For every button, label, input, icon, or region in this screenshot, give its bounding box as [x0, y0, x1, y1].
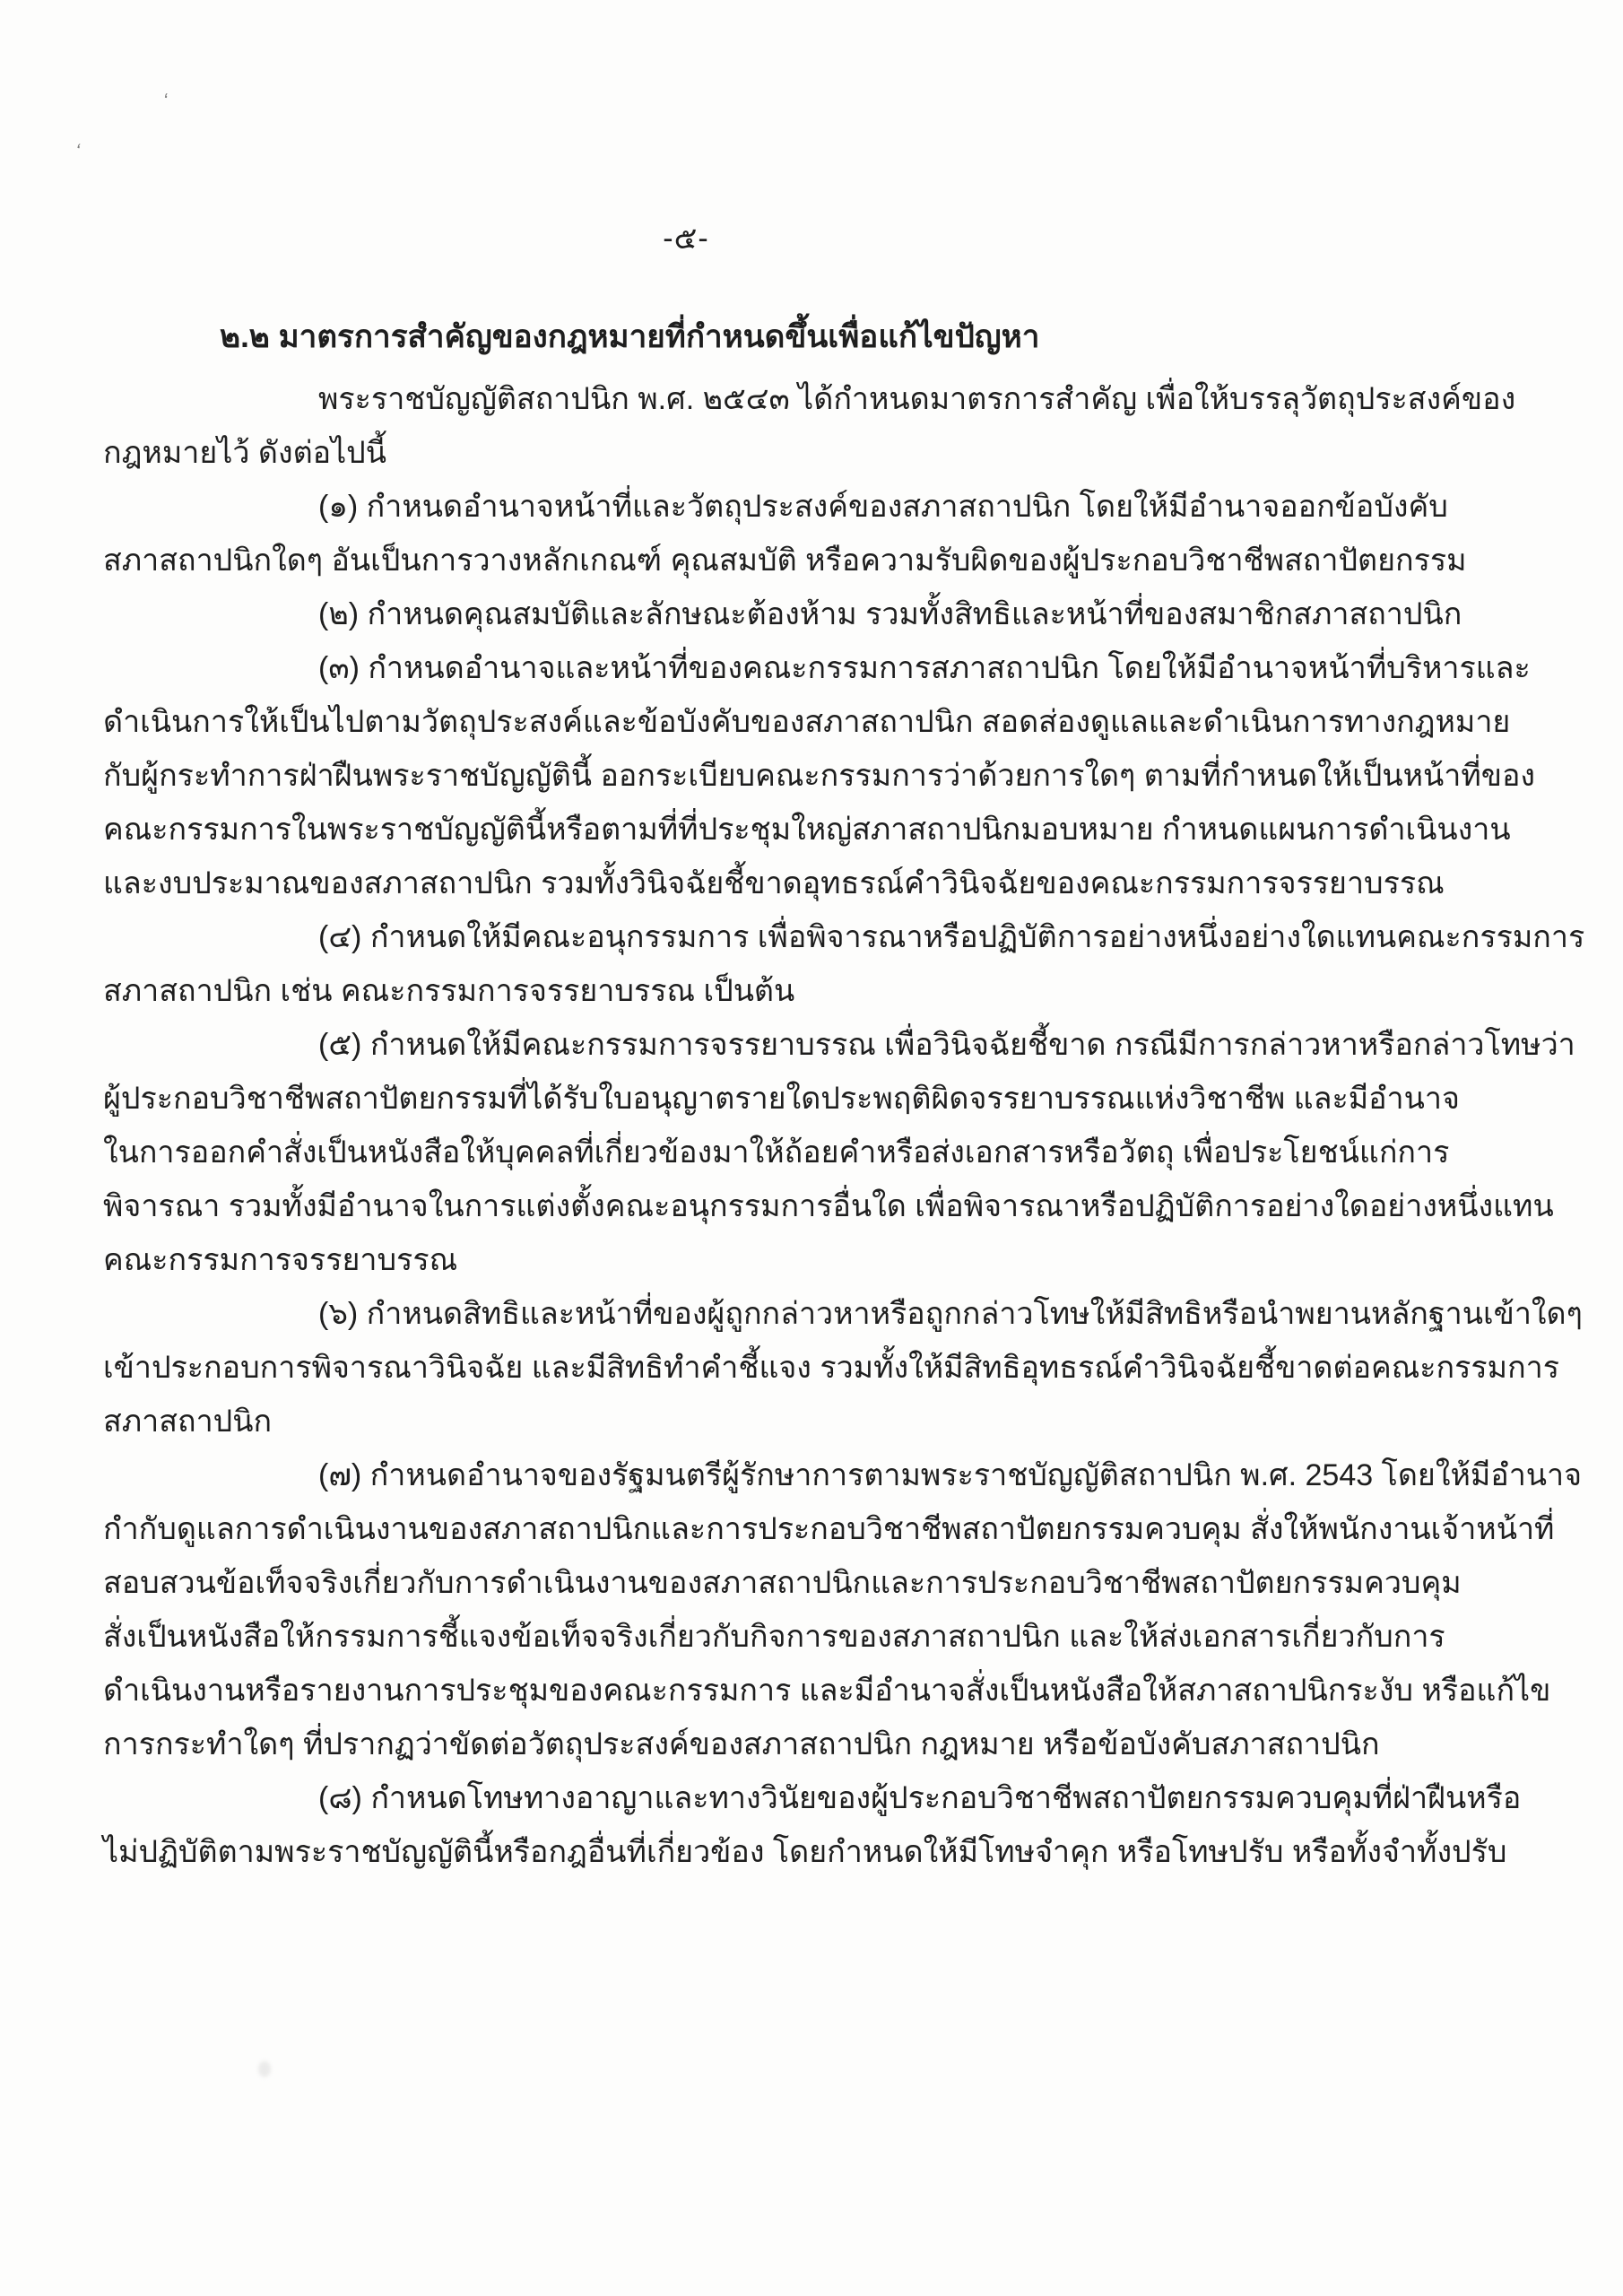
text-line: (๖) กำหนดสิทธิและหน้าที่ของผู้ถูกกล่าวหาหรือถูกกล่าวโทษให้มีสิทธิหรือนำพยานหลักฐานเข้าใดๆ	[318, 1297, 1583, 1331]
text-line: (๕) กำหนดให้มีคณะกรรมการจรรยาบรรณ เพื่อวินิจฉัยชี้ขาด กรณีมีการกล่าวหาหรือกล่าวโทษว่า	[318, 1028, 1575, 1062]
text-line: (๘) กำหนดโทษทางอาญาและทางวินัยของผู้ประกอบวิชาชีพสถาปัตยกรรมควบคุมที่ฝ่าฝืนหรือ	[318, 1781, 1522, 1815]
text-line: ผู้ประกอบวิชาชีพสถาปัตยกรรมที่ได้รับใบอนุญาตรายใดประพฤติผิดจรรยาบรรณแห่งวิชาชีพ และมีอำนาจ	[103, 1082, 1460, 1116]
scan-artifact-mark: ʻ	[73, 139, 82, 163]
text-line: พระราชบัญญัติสถาปนิก พ.ศ. ๒๕๔๓ ได้กำหนดมาตรการสำคัญ เพื่อให้บรรลุวัตถุประสงค์ของ	[318, 382, 1516, 416]
text-line: ดำเนินการให้เป็นไปตามวัตถุประสงค์และข้อบังคับของสภาสถาปนิก สอดส่องดูแลและดำเนินการทางกฎหมาย	[103, 705, 1511, 739]
page-number: -๕-	[663, 222, 709, 256]
text-line: (๓) กำหนดอำนาจและหน้าที่ของคณะกรรมการสภาสถาปนิก โดยให้มีอำนาจหน้าที่บริหารและ	[318, 651, 1531, 685]
text-line: สภาสถาปนิกใดๆ อันเป็นการวางหลักเกณฑ์ คุณสมบัติ หรือความรับผิดของผู้ประกอบวิชาชีพสถาปัตยกรรม	[103, 544, 1467, 578]
text-line: กฎหมายไว้ ดังต่อไปนี้	[103, 436, 386, 470]
text-line: ไม่ปฏิบัติตามพระราชบัญญัตินี้หรือกฎอื่นที่เกี่ยวข้อง โดยกำหนดให้มีโทษจำคุก หรือโทษปรับ หรือทั้งจำทั้งปรับ	[103, 1835, 1507, 1869]
text-line: เข้าประกอบการพิจารณาวินิจฉัย และมีสิทธิทำคำชี้แจง รวมทั้งให้มีสิทธิอุทธรณ์คำวินิจฉัยชี้ขาดต่อคณะกรรมการ	[103, 1351, 1560, 1385]
scan-artifact-mark: ʻ	[161, 89, 169, 113]
text-line: สั่งเป็นหนังสือให้กรรมการชี้แจงข้อเท็จจริงเกี่ยวกับกิจการของสภาสถาปนิก และให้ส่งเอกสารเกี่ยวกับการ	[103, 1620, 1445, 1654]
text-line: สอบสวนข้อเท็จจริงเกี่ยวกับการดำเนินงานของสภาสถาปนิกและการประกอบวิชาชีพสถาปัตยกรรมควบคุม	[103, 1566, 1462, 1600]
text-line: ดำเนินงานหรือรายงานการประชุมของคณะกรรมการ และมีอำนาจสั่งเป็นหนังสือให้สภาสถาปนิกระงับ หรือแก้ไข	[103, 1674, 1551, 1708]
text-line: คณะกรรมการจรรยาบรรณ	[103, 1243, 458, 1277]
text-line: และงบประมาณของสภาสถาปนิก รวมทั้งวินิจฉัยชี้ขาดอุทธรณ์คำวินิจฉัยของคณะกรรมการจรรยาบรรณ	[103, 866, 1445, 900]
text-line: (๑) กำหนดอำนาจหน้าที่และวัตถุประสงค์ของสภาสถาปนิก โดยให้มีอำนาจออกข้อบังคับ	[318, 490, 1448, 524]
text-line: สภาสถาปนิก	[103, 1405, 273, 1439]
text-line: (๗) กำหนดอำนาจของรัฐมนตรีผู้รักษาการตามพระราชบัญญัติสถาปนิก พ.ศ. 2543 โดยให้มีอำนาจ	[318, 1458, 1583, 1492]
text-line: การกระทำใดๆ ที่ปรากฏว่าขัดต่อวัตถุประสงค์ของสภาสถาปนิก กฎหมาย หรือข้อบังคับสภาสถาปนิก	[103, 1727, 1380, 1761]
text-line: คณะกรรมการในพระราชบัญญัตินี้หรือตามที่ที่ประชุมใหญ่สภาสถาปนิกมอบหมาย กำหนดแผนการดำเนินงาน	[103, 813, 1511, 847]
text-line: สภาสถาปนิก เช่น คณะกรรมการจรรยาบรรณ เป็นต้น	[103, 974, 795, 1008]
text-line: (๔) กำหนดให้มีคณะอนุกรรมการ เพื่อพิจารณาหรือปฏิบัติการอย่างหนึ่งอย่างใดแทนคณะกรรมการ	[318, 920, 1585, 954]
text-line: (๒) กำหนดคุณสมบัติและลักษณะต้องห้าม รวมทั้งสิทธิและหน้าที่ของสมาชิกสภาสถาปนิก	[318, 597, 1462, 631]
text-line: พิจารณา รวมทั้งมีอำนาจในการแต่งตั้งคณะอนุกรรมการอื่นใด เพื่อพิจารณาหรือปฏิบัติการอย่างใดอย่างหนึ่งแทน	[103, 1189, 1554, 1223]
text-line: กับผู้กระทำการฝ่าฝืนพระราชบัญญัตินี้ ออกระเบียบคณะกรรมการว่าด้วยการใดๆ ตามที่กำหนดให้เป็นหน้าที่ของ	[103, 759, 1536, 793]
text-line: ในการออกคำสั่งเป็นหนังสือให้บุคคลที่เกี่ยวข้องมาให้ถ้อยคำหรือส่งเอกสารหรือวัตถุ เพื่อประโยชน์แก่การ	[103, 1135, 1450, 1170]
document-lines	[103, 372, 1585, 1879]
scan-smudge	[258, 2061, 271, 2077]
text-line: กำกับดูแลการดำเนินงานของสภาสถาปนิกและการประกอบวิชาชีพสถาปัตยกรรมควบคุม สั่งให้พนักงานเจ้าหน้าที่	[103, 1512, 1555, 1546]
section-heading: ๒.๒ มาตรการสำคัญของกฎหมายที่กำหนดขึ้นเพื่อแก้ไขปัญหา	[220, 319, 1040, 354]
